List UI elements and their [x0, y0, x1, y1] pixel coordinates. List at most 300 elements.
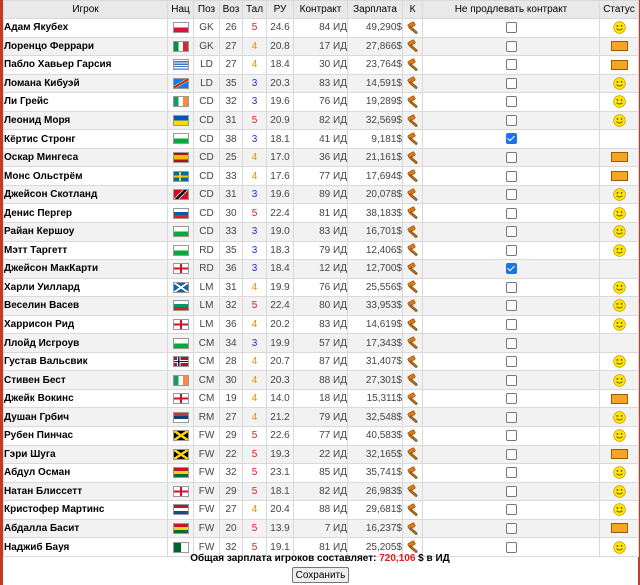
no-renew-checkbox[interactable]	[506, 226, 517, 237]
player-name-link[interactable]: Монс Ольстрём	[4, 167, 168, 186]
contract-action-cell	[403, 334, 423, 353]
player-name-link[interactable]: Лоренцо Феррари	[4, 37, 168, 56]
no-renew-checkbox[interactable]	[506, 338, 517, 349]
no-renew-cell	[423, 278, 600, 297]
talent-cell: 3	[243, 93, 267, 112]
flag-wales	[173, 226, 189, 237]
table-row	[4, 427, 639, 446]
no-renew-cell	[423, 148, 600, 167]
hammer-icon[interactable]	[405, 336, 421, 350]
status-cell	[600, 389, 639, 408]
talent-cell: 4	[243, 315, 267, 334]
age-cell: 31	[220, 278, 243, 297]
hammer-icon[interactable]	[405, 447, 421, 461]
talent-cell: 5	[243, 111, 267, 130]
talent-cell: 4	[243, 389, 267, 408]
contract-cell: 88 ИД	[294, 501, 348, 520]
contract-cell: 79 ИД	[294, 241, 348, 260]
smile-icon	[613, 188, 626, 201]
badge-icon	[611, 171, 628, 181]
hammer-icon[interactable]	[405, 540, 421, 554]
table-row	[4, 482, 639, 501]
no-renew-cell	[423, 204, 600, 223]
player-name-link[interactable]: Веселин Васев	[4, 297, 168, 316]
talent-cell: 5	[243, 427, 267, 446]
salary-cell: 26,983$	[348, 482, 403, 501]
player-name-link[interactable]: Харрисон Рид	[4, 315, 168, 334]
no-renew-checkbox[interactable]	[506, 152, 517, 163]
talent-cell: 3	[243, 334, 267, 353]
nationality-cell	[168, 93, 194, 112]
position-cell: CD	[194, 130, 220, 149]
player-name-link[interactable]: Душан Грбич	[4, 408, 168, 427]
age-cell: 25	[220, 148, 243, 167]
no-renew-cell	[423, 501, 600, 520]
contract-cell: 41 ИД	[294, 130, 348, 149]
flag-sweden	[173, 171, 189, 182]
table-row	[4, 408, 639, 427]
no-renew-checkbox[interactable]	[506, 467, 517, 478]
age-cell: 19	[220, 389, 243, 408]
table-row	[4, 204, 639, 223]
contract-action-cell	[403, 501, 423, 520]
status-cell	[600, 464, 639, 483]
status-cell	[600, 482, 639, 501]
hammer-icon[interactable]	[405, 21, 421, 35]
status-cell	[600, 56, 639, 75]
talent-cell: 5	[243, 519, 267, 538]
contract-cell: 12 ИД	[294, 260, 348, 279]
flag-italy	[173, 41, 189, 52]
status-cell	[600, 278, 639, 297]
salary-cell: 21,161$	[348, 148, 403, 167]
contract-action-cell	[403, 260, 423, 279]
hammer-icon[interactable]	[405, 373, 421, 387]
salary-cell: 35,741$	[348, 464, 403, 483]
position-cell: CD	[194, 111, 220, 130]
contract-cell: 84 ИД	[294, 19, 348, 38]
nationality-cell	[168, 334, 194, 353]
hammer-icon[interactable]	[405, 114, 421, 128]
age-cell: 32	[220, 538, 243, 557]
player-name-link[interactable]: Харли Уиллард	[4, 278, 168, 297]
player-name-link[interactable]: Гэри Шуга	[4, 445, 168, 464]
contract-action-cell	[403, 315, 423, 334]
contract-action-cell	[403, 204, 423, 223]
no-renew-cell	[423, 445, 600, 464]
nationality-cell	[168, 56, 194, 75]
age-cell: 32	[220, 464, 243, 483]
age-cell: 31	[220, 111, 243, 130]
contract-cell: 81 ИД	[294, 204, 348, 223]
contract-action-cell	[403, 148, 423, 167]
no-renew-checkbox[interactable]	[506, 300, 517, 311]
no-renew-cell	[423, 74, 600, 93]
player-name-link[interactable]: Джейсон МакКарти	[4, 260, 168, 279]
hammer-icon[interactable]	[405, 429, 421, 443]
salary-cell: 40,583$	[348, 427, 403, 446]
ru-cell: 23.1	[267, 464, 294, 483]
salary-cell: 14,591$	[348, 74, 403, 93]
status-cell	[600, 445, 639, 464]
nationality-cell	[168, 501, 194, 520]
player-name-link[interactable]: Наджиб Бауя	[4, 538, 168, 557]
no-renew-checkbox[interactable]	[506, 356, 517, 367]
col-header-tal[interactable]: Тал	[243, 1, 267, 19]
position-cell: FW	[194, 464, 220, 483]
player-name-link[interactable]: Райан Кершоу	[4, 223, 168, 242]
no-renew-checkbox[interactable]	[506, 542, 517, 553]
table-row	[4, 56, 639, 75]
player-name-link[interactable]: Мэтт Таргетт	[4, 241, 168, 260]
age-cell: 31	[220, 185, 243, 204]
badge-icon	[611, 523, 628, 533]
flag-bulgaria	[173, 300, 189, 311]
age-cell: 29	[220, 427, 243, 446]
hammer-icon[interactable]	[405, 58, 421, 72]
player-name-link[interactable]: Натан Блиссетт	[4, 482, 168, 501]
table-row	[4, 519, 639, 538]
age-cell: 29	[220, 482, 243, 501]
roster-table	[3, 0, 639, 557]
ru-cell: 20.8	[267, 37, 294, 56]
no-renew-cell	[423, 223, 600, 242]
ru-cell: 22.6	[267, 427, 294, 446]
status-cell	[600, 260, 639, 279]
player-name-link[interactable]: Джейк Вокинс	[4, 389, 168, 408]
table-row	[4, 371, 639, 390]
col-header-nat[interactable]: Нац	[168, 1, 194, 19]
contract-action-cell	[403, 482, 423, 501]
no-renew-checkbox[interactable]	[506, 263, 517, 274]
player-name-link[interactable]: Леонид Моря	[4, 111, 168, 130]
hammer-icon[interactable]	[405, 225, 421, 239]
hammer-icon[interactable]	[405, 169, 421, 183]
contract-action-cell	[403, 519, 423, 538]
col-header-no-renew[interactable]: Не продлевать контракт	[423, 1, 600, 19]
player-name-link[interactable]: Густав Вальсвик	[4, 352, 168, 371]
save-button[interactable]: Сохранить	[292, 567, 349, 583]
age-cell: 27	[220, 37, 243, 56]
contract-action-cell	[403, 427, 423, 446]
table-row	[4, 260, 639, 279]
no-renew-cell	[423, 464, 600, 483]
col-header-k[interactable]: К	[403, 1, 423, 19]
age-cell: 38	[220, 130, 243, 149]
salary-cell: 20,078$	[348, 185, 403, 204]
total-salary-line	[0, 553, 640, 564]
talent-cell: 4	[243, 37, 267, 56]
table-row	[4, 445, 639, 464]
position-cell: FW	[194, 538, 220, 557]
col-header-salary[interactable]: Зарплата	[348, 1, 403, 19]
col-header-status[interactable]: Статус	[600, 1, 639, 19]
contract-action-cell	[403, 389, 423, 408]
hammer-icon[interactable]	[405, 392, 421, 406]
player-name-link[interactable]: Пабло Хавьер Гарсия	[4, 56, 168, 75]
no-renew-cell	[423, 19, 600, 38]
table-row	[4, 93, 639, 112]
no-renew-cell	[423, 519, 600, 538]
salary-cell: 29,681$	[348, 501, 403, 520]
salary-cell: 32,548$	[348, 408, 403, 427]
talent-cell: 5	[243, 19, 267, 38]
hammer-icon[interactable]	[405, 299, 421, 313]
contract-cell: 89 ИД	[294, 185, 348, 204]
no-renew-cell	[423, 408, 600, 427]
no-renew-checkbox[interactable]	[506, 208, 517, 219]
nationality-cell	[168, 74, 194, 93]
player-name-link[interactable]: Оскар Мингеса	[4, 148, 168, 167]
contract-cell: 7 ИД	[294, 519, 348, 538]
hammer-icon[interactable]	[405, 318, 421, 332]
player-name-link[interactable]: Кёртис Стронг	[4, 130, 168, 149]
ru-cell: 18.3	[267, 241, 294, 260]
table-row	[4, 464, 639, 483]
status-cell	[600, 74, 639, 93]
contract-action-cell	[403, 130, 423, 149]
table-row	[4, 501, 639, 520]
hammer-icon[interactable]	[405, 522, 421, 536]
no-renew-cell	[423, 111, 600, 130]
flag-spain	[173, 152, 189, 163]
contract-action-cell	[403, 371, 423, 390]
hammer-icon[interactable]	[405, 95, 421, 109]
contract-cell: 88 ИД	[294, 371, 348, 390]
no-renew-checkbox[interactable]	[506, 41, 517, 52]
smile-icon	[613, 466, 626, 479]
status-cell	[600, 148, 639, 167]
talent-cell: 4	[243, 501, 267, 520]
hammer-icon[interactable]	[405, 262, 421, 276]
ru-cell: 20.4	[267, 501, 294, 520]
no-renew-checkbox[interactable]	[506, 59, 517, 70]
flag-england	[173, 486, 189, 497]
age-cell: 34	[220, 334, 243, 353]
table-row	[4, 37, 639, 56]
no-renew-checkbox[interactable]	[506, 430, 517, 441]
smile-icon	[613, 114, 626, 127]
no-renew-checkbox[interactable]	[506, 523, 517, 534]
position-cell: RM	[194, 408, 220, 427]
flag-dr-congo	[173, 78, 189, 89]
position-cell: CM	[194, 352, 220, 371]
salary-cell: 16,237$	[348, 519, 403, 538]
smile-icon	[613, 503, 626, 516]
col-header-player[interactable]: Игрок	[4, 1, 168, 19]
ru-cell: 22.4	[267, 204, 294, 223]
contract-action-cell	[403, 297, 423, 316]
salary-cell: 32,165$	[348, 445, 403, 464]
nationality-cell	[168, 19, 194, 38]
hammer-icon[interactable]	[405, 466, 421, 480]
flag-netherlands	[173, 504, 189, 515]
position-cell: LD	[194, 56, 220, 75]
total-salary-amount: 720,106	[379, 553, 416, 564]
col-header-ru[interactable]: РУ	[267, 1, 294, 19]
age-cell: 27	[220, 501, 243, 520]
flag-ghana	[173, 523, 189, 534]
no-renew-checkbox[interactable]	[506, 486, 517, 497]
col-header-age[interactable]: Воз	[220, 1, 243, 19]
hammer-icon[interactable]	[405, 280, 421, 294]
ru-cell: 17.6	[267, 167, 294, 186]
salary-cell: 16,701$	[348, 223, 403, 242]
hammer-icon[interactable]	[405, 484, 421, 498]
contract-cell: 36 ИД	[294, 148, 348, 167]
hammer-icon[interactable]	[405, 76, 421, 90]
no-renew-checkbox[interactable]	[506, 245, 517, 256]
status-cell	[600, 352, 639, 371]
contract-action-cell	[403, 93, 423, 112]
player-name-link[interactable]: Абдалла Басит	[4, 519, 168, 538]
no-renew-checkbox[interactable]	[506, 504, 517, 515]
player-name-link[interactable]: Рубен Пинчас	[4, 427, 168, 446]
header-row	[4, 1, 639, 19]
contract-action-cell	[403, 185, 423, 204]
player-name-link[interactable]: Ломана Кибуэй	[4, 74, 168, 93]
col-header-pos[interactable]: Поз	[194, 1, 220, 19]
no-renew-cell	[423, 482, 600, 501]
badge-icon	[611, 152, 628, 162]
hammer-icon[interactable]	[405, 132, 421, 146]
smile-icon	[613, 485, 626, 498]
table-row	[4, 19, 639, 38]
position-cell: LM	[194, 297, 220, 316]
no-renew-cell	[423, 56, 600, 75]
position-cell: RD	[194, 241, 220, 260]
talent-cell: 4	[243, 408, 267, 427]
table-row	[4, 74, 639, 93]
flag-wales	[173, 245, 189, 256]
status-cell	[600, 185, 639, 204]
nationality-cell	[168, 278, 194, 297]
salary-cell: 49,290$	[348, 19, 403, 38]
player-name-link[interactable]: Адам Якубех	[4, 19, 168, 38]
table-row	[4, 315, 639, 334]
no-renew-checkbox[interactable]	[506, 449, 517, 460]
contract-action-cell	[403, 37, 423, 56]
talent-cell: 3	[243, 74, 267, 93]
total-salary-label: Общая зарплата игроков составляет:	[190, 553, 380, 564]
contract-action-cell	[403, 241, 423, 260]
contract-cell: 77 ИД	[294, 427, 348, 446]
position-cell: LM	[194, 278, 220, 297]
position-cell: CD	[194, 204, 220, 223]
contract-cell: 87 ИД	[294, 352, 348, 371]
smile-icon	[613, 95, 626, 108]
no-renew-checkbox[interactable]	[506, 189, 517, 200]
ru-cell: 18.4	[267, 56, 294, 75]
no-renew-checkbox[interactable]	[506, 78, 517, 89]
status-cell	[600, 371, 639, 390]
hammer-icon[interactable]	[405, 355, 421, 369]
age-cell: 30	[220, 204, 243, 223]
flag-scotland	[173, 282, 189, 293]
player-name-link[interactable]: Абдул Осман	[4, 464, 168, 483]
roster-body	[4, 19, 639, 557]
age-cell: 36	[220, 315, 243, 334]
status-cell	[600, 204, 639, 223]
smile-icon	[613, 374, 626, 387]
talent-cell: 5	[243, 482, 267, 501]
hammer-icon[interactable]	[405, 243, 421, 257]
ru-cell: 20.9	[267, 111, 294, 130]
salary-cell: 19,289$	[348, 93, 403, 112]
contract-cell: 77 ИД	[294, 167, 348, 186]
no-renew-checkbox[interactable]	[506, 96, 517, 107]
no-renew-checkbox[interactable]	[506, 22, 517, 33]
no-renew-checkbox[interactable]	[506, 282, 517, 293]
talent-cell: 4	[243, 278, 267, 297]
contract-action-cell	[403, 111, 423, 130]
player-name-link[interactable]: Джейсон Скотланд	[4, 185, 168, 204]
no-renew-checkbox[interactable]	[506, 393, 517, 404]
hammer-icon[interactable]	[405, 151, 421, 165]
ru-cell: 20.3	[267, 74, 294, 93]
ru-cell: 22.4	[267, 297, 294, 316]
hammer-icon[interactable]	[405, 39, 421, 53]
player-name-link[interactable]: Ли Грейс	[4, 93, 168, 112]
no-renew-checkbox[interactable]	[506, 412, 517, 423]
ru-cell: 19.0	[267, 223, 294, 242]
no-renew-checkbox[interactable]	[506, 375, 517, 386]
talent-cell: 3	[243, 130, 267, 149]
contract-action-cell	[403, 464, 423, 483]
no-renew-checkbox[interactable]	[506, 133, 517, 144]
salary-cell: 12,406$	[348, 241, 403, 260]
nationality-cell	[168, 445, 194, 464]
no-renew-checkbox[interactable]	[506, 319, 517, 330]
ru-cell: 19.9	[267, 334, 294, 353]
nationality-cell	[168, 389, 194, 408]
player-name-link[interactable]: Кристофер Мартинс	[4, 501, 168, 520]
nationality-cell	[168, 204, 194, 223]
contract-cell: 57 ИД	[294, 334, 348, 353]
salary-cell: 17,694$	[348, 167, 403, 186]
table-row	[4, 352, 639, 371]
player-name-link[interactable]: Денис Пергер	[4, 204, 168, 223]
talent-cell: 3	[243, 260, 267, 279]
hammer-icon[interactable]	[405, 503, 421, 517]
contract-action-cell	[403, 19, 423, 38]
no-renew-cell	[423, 297, 600, 316]
ru-cell: 18.1	[267, 482, 294, 501]
hammer-icon[interactable]	[405, 206, 421, 220]
position-cell: FW	[194, 482, 220, 501]
flag-england	[173, 319, 189, 330]
status-cell	[600, 93, 639, 112]
no-renew-checkbox[interactable]	[506, 171, 517, 182]
table-row	[4, 297, 639, 316]
smile-icon	[613, 281, 626, 294]
player-name-link[interactable]: Ллойд Исгроув	[4, 334, 168, 353]
talent-cell: 4	[243, 167, 267, 186]
col-header-contract[interactable]: Контракт	[294, 1, 348, 19]
flag-norway	[173, 356, 189, 367]
hammer-icon[interactable]	[405, 188, 421, 202]
no-renew-checkbox[interactable]	[506, 115, 517, 126]
salary-cell: 14,619$	[348, 315, 403, 334]
contract-action-cell	[403, 278, 423, 297]
position-cell: FW	[194, 501, 220, 520]
contract-action-cell	[403, 445, 423, 464]
table-row	[4, 223, 639, 242]
contract-cell: 76 ИД	[294, 278, 348, 297]
talent-cell: 5	[243, 445, 267, 464]
player-name-link[interactable]: Стивен Бест	[4, 371, 168, 390]
hammer-icon[interactable]	[405, 410, 421, 424]
